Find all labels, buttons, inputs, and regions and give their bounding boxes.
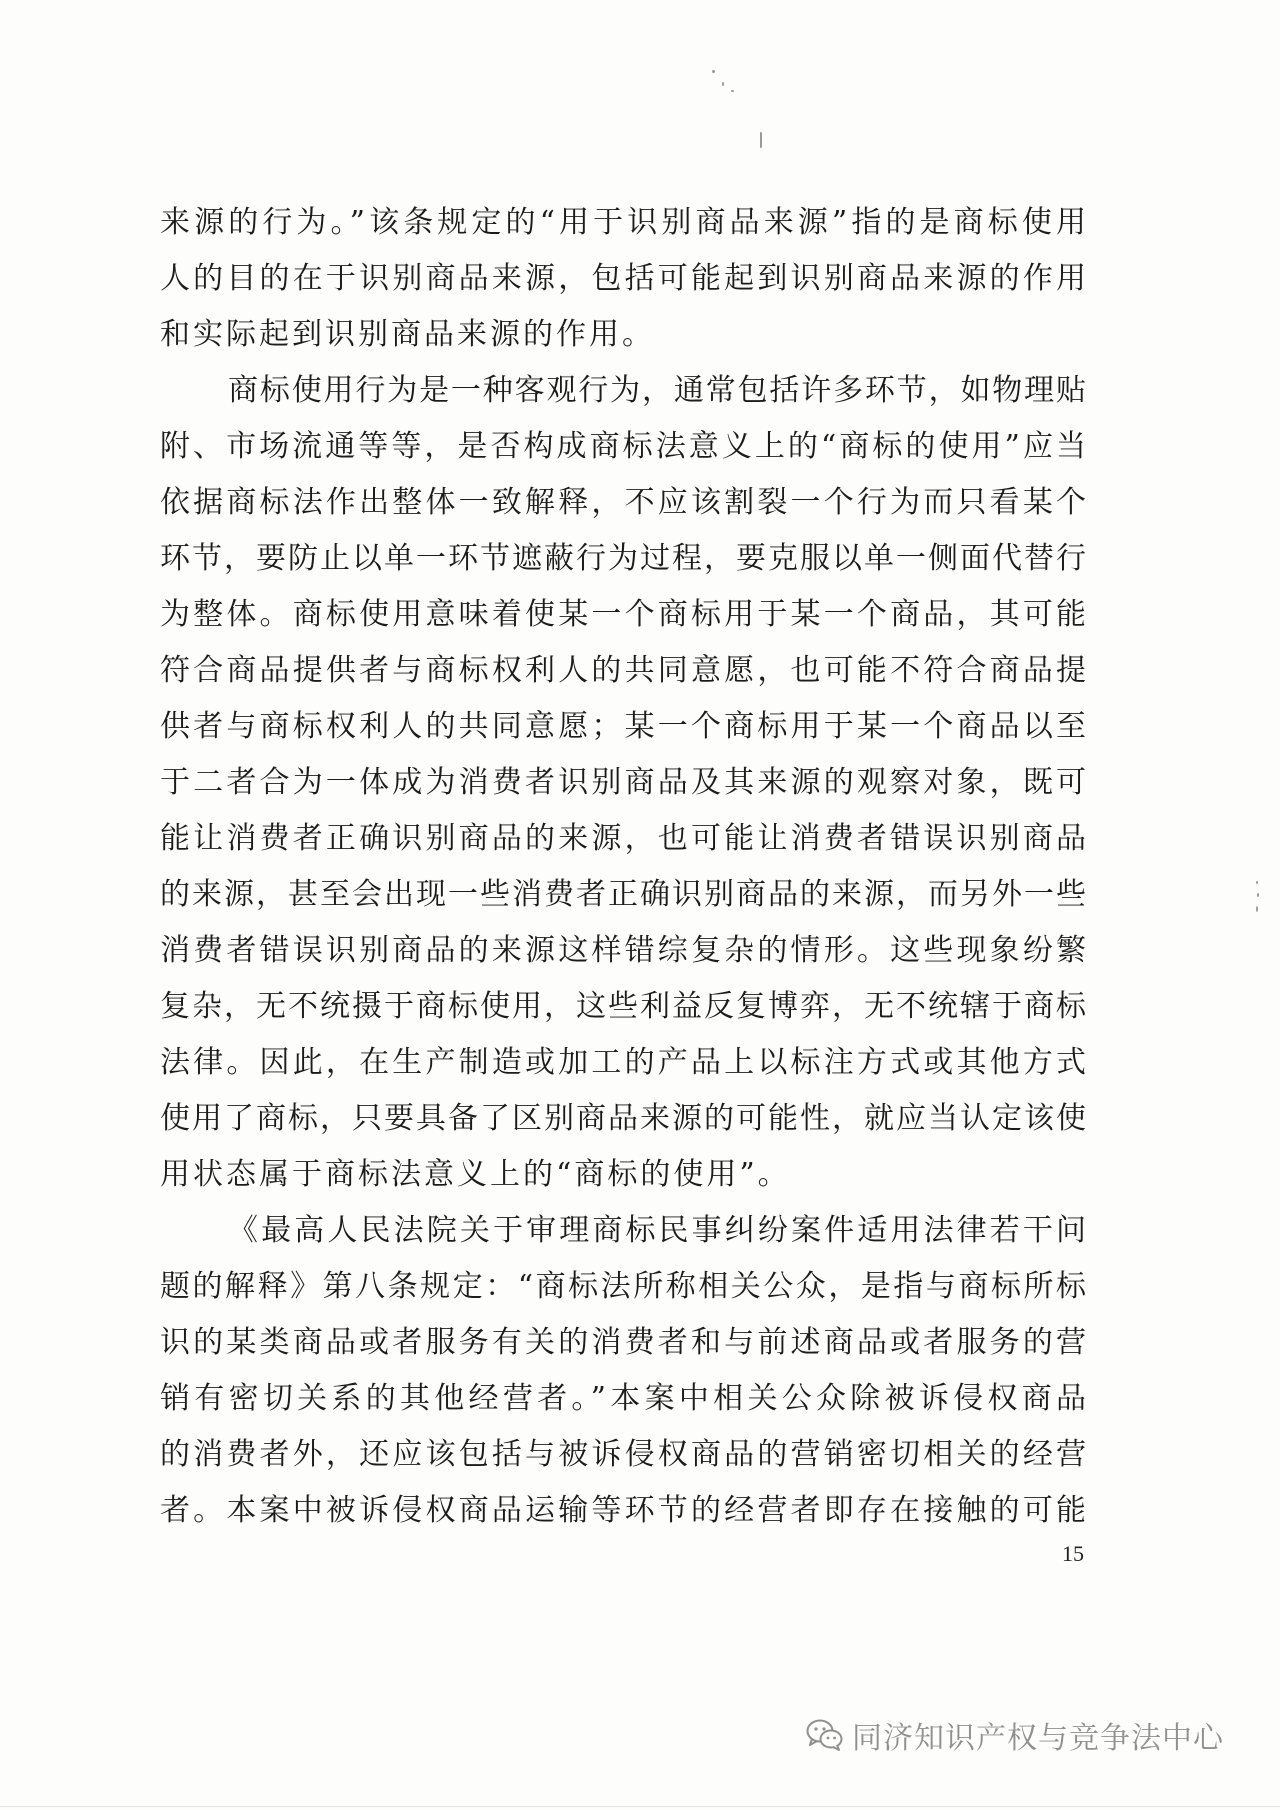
text-line: 法律。因此，在生产制造或加工的产品上以标注方式或其他方式 (160, 1045, 1086, 1080)
watermark (806, 1713, 1224, 1757)
paragraph (160, 195, 1086, 363)
text-line: 识的某类商品或者服务有关的消费者和与前述商品或者服务的营 (160, 1325, 1086, 1360)
text-line: 能让消费者正确识别商品的来源，也可能让消费者错误识别商品 (160, 821, 1086, 856)
scan-speck (760, 132, 762, 148)
text-line: 复杂，无不统摄于商标使用，这些利益反复博弈，无不统辖于商标 (160, 989, 1086, 1024)
body-text (160, 195, 1086, 1539)
text-line: 环节，要防止以单一环节遮蔽行为过程，要克服以单一侧面代替行 (160, 541, 1086, 576)
wechat-icon (806, 1718, 844, 1752)
text-line: 为整体。商标使用意味着使某一个商标用于某一个商品，其可能 (160, 597, 1086, 632)
scan-speck (712, 70, 715, 73)
text-line: 题的解释》第八条规定：“商标法所称相关公众，是指与商标所标 (160, 1269, 1086, 1304)
paragraph (160, 363, 1086, 1203)
text-line: 商标使用行为是一种客观行为，通常包括许多环节，如物理贴 (228, 373, 1086, 408)
scan-speck (1256, 906, 1258, 912)
text-line: 人的目的在于识别商品来源，包括可能起到识别商品来源的作用 (160, 261, 1086, 296)
text-line: 符合商品提供者与商标权利人的共同意愿，也可能不符合商品提 (160, 653, 1086, 688)
text-line: 和实际起到识别商品来源的作用。 (160, 317, 655, 352)
text-line: 的消费者外，还应该包括与被诉侵权商品的营销密切相关的经营 (160, 1437, 1086, 1472)
text-line: 使用了商标，只要具备了区别商品来源的可能性，就应当认定该使 (160, 1101, 1086, 1136)
scan-edge-line (0, 1806, 1280, 1807)
text-line: 的来源，甚至会出现一些消费者正确识别商品的来源，而另外一些 (160, 877, 1086, 912)
text-line: 《最高人民法院关于审理商标民事纠纷案件适用法律若干问 (228, 1213, 1086, 1248)
text-line: 依据商标法作出整体一致解释，不应该割裂一个行为而只看某个 (160, 485, 1086, 520)
text-line: 附、市场流通等等，是否构成商标法意义上的“商标的使用”应当 (160, 429, 1086, 464)
scan-speck (731, 90, 734, 92)
watermark-text: 同济知识产权与竞争法中心 (852, 1721, 1224, 1756)
text-line: 供者与商标权利人的共同意愿；某一个商标用于某一个商品以至 (160, 709, 1086, 744)
text-line: 来源的行为。”该条规定的“用于识别商品来源”指的是商标使用 (160, 205, 1086, 240)
scan-speck (1256, 881, 1258, 884)
page-number: 15 (1062, 1541, 1084, 1566)
text-line: 者。本案中被诉侵权商品运输等环节的经营者即存在接触的可能 (160, 1493, 1086, 1528)
text-line: 用状态属于商标法意义上的“商标的使用”。 (160, 1157, 791, 1192)
scan-speck (1257, 893, 1259, 897)
text-line: 消费者错误识别商品的来源这样错综复杂的情形。这些现象纷繁 (160, 933, 1086, 968)
scan-speck (722, 82, 724, 86)
paragraph (160, 1203, 1086, 1539)
text-line: 销有密切关系的其他经营者。”本案中相关公众除被诉侵权商品 (160, 1381, 1086, 1416)
text-line: 于二者合为一体成为消费者识别商品及其来源的观察对象，既可 (160, 765, 1086, 800)
